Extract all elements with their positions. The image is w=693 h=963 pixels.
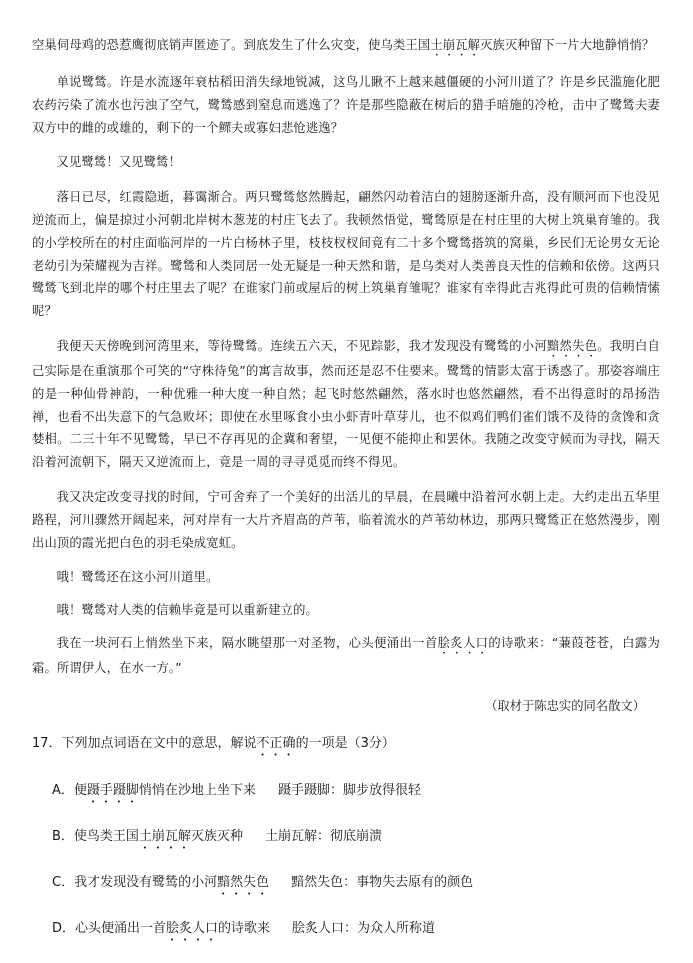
option-a[interactable]: A．便蹑手蹑脚悄悄在沙地上坐下来 蹑手蹑脚：脚步放得很轻 xyxy=(52,779,662,806)
dotted-phrase: 黯然失色 xyxy=(546,338,598,353)
option-explanation: 土崩瓦解：彻底崩溃 xyxy=(264,829,382,844)
essay-text xyxy=(32,34,660,680)
essay-paragraph-6: 哦！鹭鸶还在这小河川道里。 xyxy=(56,570,219,585)
dotted-phrase: 不正确 xyxy=(256,736,296,751)
option-c[interactable]: C．我才发现没有鹭鸶的小河黯然失色 黯然失色：事物失去原有的颜色 xyxy=(52,871,662,898)
source-citation: （取材于陈忠实的同名散文） xyxy=(485,699,645,713)
essay-paragraph-4: 我便天天傍晚到河湾里来，等待鹭鸶。连续五六天，不见踪影，我才发现没有鹭鸶的小河黯然失色。我明白自己实际是在重演那个可笑的“守株待兔”的寓言故事，然而还是忍不住要来。鹭鸶的情影太富于诱惑了。那姿容端庄的是一种仙骨神韵，一种优雅一种大度一种自然；起飞时悠然翩然，落水时也悠然翩然，看不出得意时的昂扬浩禅，也看不出失意下的气急败坏；即使在水里啄食小虫小虾青叶草芽儿，也不似鸡们鸭们雀们饿不及待的贪馋和贪婪相。二三十年不见鹭鸶，早已不存再见的企冀和奢望，一见便不能抑止和罢休。我随之改变守候而为寻找，隔天沿着河流朝下，隔天又逆流而上，竟是一周的寻寻觅觅而终不得见。 xyxy=(32,338,660,470)
dotted-phrase: 土崩瓦解 xyxy=(430,38,481,52)
option-explanation: 蹑手蹑脚：脚步放得很轻 xyxy=(277,783,421,798)
essay-paragraph-2: 又见鹭鸶！又见鹭鸶！ xyxy=(56,155,182,170)
dotted-phrase: 蹑手蹑脚 xyxy=(86,783,139,798)
question-stem: 17．下列加点词语在文中的意思，解说不正确的一项是（3分） xyxy=(32,736,395,751)
option-d[interactable]: D．心头便涌出一首脍炙人口的诗歌来 脍炙人口：为众人所称道 xyxy=(52,917,662,944)
essay-paragraph-0: 空巢伺母鸡的恐惹鹰彻底销声匿迹了。到底发生了什么灾变，使乌类王国土崩瓦解灭族灭种留下一片大地静悄悄？ xyxy=(32,38,655,52)
essay-paragraph-8: 我在一块河石上悄然坐下来，隔水眺望那一对圣物，心头便涌出一首脍炙人口的诗歌来：“蒹葭苍苍，白露为霜。所谓伊人，在水一方。” xyxy=(32,635,660,675)
essay-paragraph-1: 单说鹭鸶。许是水流逐年衰枯稻田消失绿地锐减，这鸟儿瞅不上越来越僵硬的小河川道了？许是乡民滥施化肥农药污染了流水也污浊了空气，鹭鸶感到窒息而逃逸了？许是那些隐蔽在树后的猎手暗施的冷枪，击中了鹭鸶夫妻双方中的雌的或雄的，剩下的一个鳏夫或寡妇悲怆逃逸？ xyxy=(32,75,660,135)
question-17 xyxy=(32,732,662,963)
dotted-phrase: 脍炙人口 xyxy=(437,635,489,650)
dotted-phrase: 黯然失色 xyxy=(217,875,270,890)
essay-paragraph-3: 落日已尽，红霞隐逝，暮霭渐合。两只鹭鸶悠然腾起，翩然闪动着洁白的翅膀逐渐升高，没有顺河而下也没见逆流而上，偏是掠过小河朝北岸树木葱茏的村庄飞去了。我顿然悟觉，鹭鸶原是在村庄里的大树上筑巢育雏的。我的小学校所在的村庄面临河岸的一片白杨林子里，枝枝杈杈间竟有二十多个鹭鸶搭筑的窝巢，乡民们无论男女无论老幼引为荣耀视为吉祥。鹭鸶和人类同居一处无疑是一种天然和谐，是乌类对人类善良天性的信赖和依傍。这两只鹭鸶飞到北岸的哪个村庄里去了呢？在谁家门前或屋后的树上筑巢育雏呢？谁家有幸得此吉兆得此可贵的信赖情愫呢？ xyxy=(32,190,660,319)
dotted-phrase: 土崩瓦解 xyxy=(138,829,191,844)
option-explanation: 脍炙人口：为众人所称道 xyxy=(292,921,436,936)
essay-paragraph-7: 哦！鹭鸶对人类的信赖毕竟是可以重新建立的。 xyxy=(56,603,318,618)
essay-paragraph-5: 我又决定改变寻找的时间，宁可舍弃了一个美好的出活儿的早晨，在晨曦中沿着河水朝上走。大约走出五华里路程，河川骤然开阔起来，河对岸有一大片齐眉高的芦苇，临着流水的芦苇幼林边，那两只鹭鸶正在悠然漫步，刚出山顶的霞光把白色的羽毛染成宽虹。 xyxy=(32,489,660,550)
option-explanation: 黯然失色：事物失去原有的颜色 xyxy=(291,875,474,890)
option-b[interactable]: B．使鸟类王国土崩瓦解灭族灭种 土崩瓦解：彻底崩溃 xyxy=(52,825,662,852)
dotted-phrase: 脍炙人口 xyxy=(166,921,219,936)
